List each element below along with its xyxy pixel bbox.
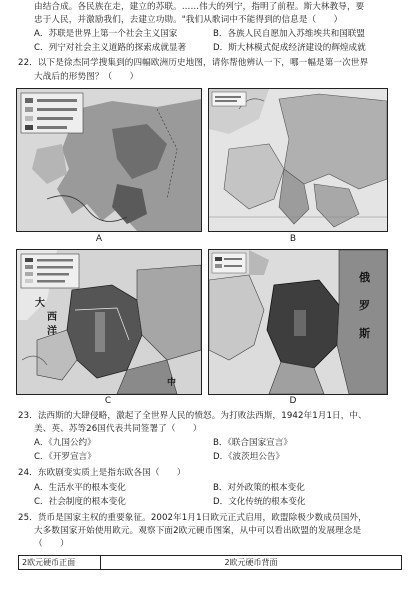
q23-stem-line1: 23．法西斯的大肆侵略，激起了全世界人民的愤怒。为打败法西斯，1942年1月1日，中、: [18, 411, 367, 421]
map-d-label-1: 俄: [359, 271, 370, 284]
map-a-caption: A: [95, 234, 103, 244]
q23-option-c: C．《开罗宣言》: [34, 452, 96, 462]
map-a: [16, 88, 202, 232]
map-d-caption: D: [289, 396, 297, 406]
map-c: [16, 249, 202, 395]
q24-option-d: D．文化传统的根本变化: [213, 497, 306, 507]
map-b: [208, 88, 388, 232]
q21-option-b: B．各族人民自愿加入苏维埃共和国联盟: [213, 29, 365, 39]
q22-stem-line1: 22．以下是徐杰同学搜集到的四幅欧洲历史地图，请你帮他辨认一下，哪一幅是第一次世界: [18, 58, 369, 68]
q25-stem-line3: （ ）: [34, 539, 69, 549]
q21-option-d: D．斯大林模式促成经济建设的辉煌成就: [213, 43, 366, 53]
q25-stem-line1: 25．货币是国家主权的重要象征。2002年1月1日欧元正式启用，欧盟除极少数成员国外，: [18, 513, 367, 523]
q24-stem: 24．东欧剧变实质上是指东欧各国（ ）: [18, 468, 186, 478]
q21-stem-line1: 由结合成。各民族在走，建立的苏联。……伟大的列宁，指明了前程。斯大林教导，要: [34, 2, 365, 12]
q23-option-a: A．《九国公约》: [34, 438, 96, 448]
map-c-caption: C: [104, 396, 112, 406]
q23-option-b: B．《联合国家宣言》: [213, 438, 292, 448]
q22-stem-line2: 大战后的形势图？（ ）: [34, 72, 139, 82]
map-c-label-1: 大: [35, 298, 45, 309]
coin-table-front-header: 2欧元硬币正面: [19, 556, 101, 569]
q25-stem-line2: 大多数国家开始使用欧元。观察下面2欧元硬币图案，从中可以看出欧盟的发展理念是: [34, 526, 362, 536]
map-b-caption: B: [289, 234, 297, 244]
map-d-label-2: 罗: [359, 299, 370, 312]
q21-stem-line2: 忠于人民，并激励我们，去建立功勋。"我们从歌词中不能得到的信息是（ ）: [34, 15, 343, 25]
q23-stem-line2: 美、英、苏等26国代表共同签署了（ ）: [34, 424, 202, 434]
q24-option-b: B．对外政策的根本变化: [213, 483, 305, 493]
map-d-label-3: 斯: [359, 327, 370, 340]
q24-option-c: C．社会制度的根本变化: [34, 497, 126, 507]
coin-table-back-header: 2欧元硬币背面: [224, 558, 278, 567]
q21-option-a: A．苏联是世界上第一个社会主义国家: [34, 29, 178, 39]
map-c-label-4: 中: [167, 378, 177, 388]
q24-option-a: A．生活水平的根本变化: [34, 483, 126, 493]
q23-option-d: D．《波茨坦公告》: [213, 452, 285, 462]
q21-option-c: C．列宁对社会主义道路的探索成就显著: [34, 43, 187, 53]
map-c-label-3: 洋: [47, 326, 57, 337]
map-c-label-2: 西: [47, 312, 57, 323]
coin-table: [18, 555, 402, 570]
map-d: [208, 249, 388, 395]
